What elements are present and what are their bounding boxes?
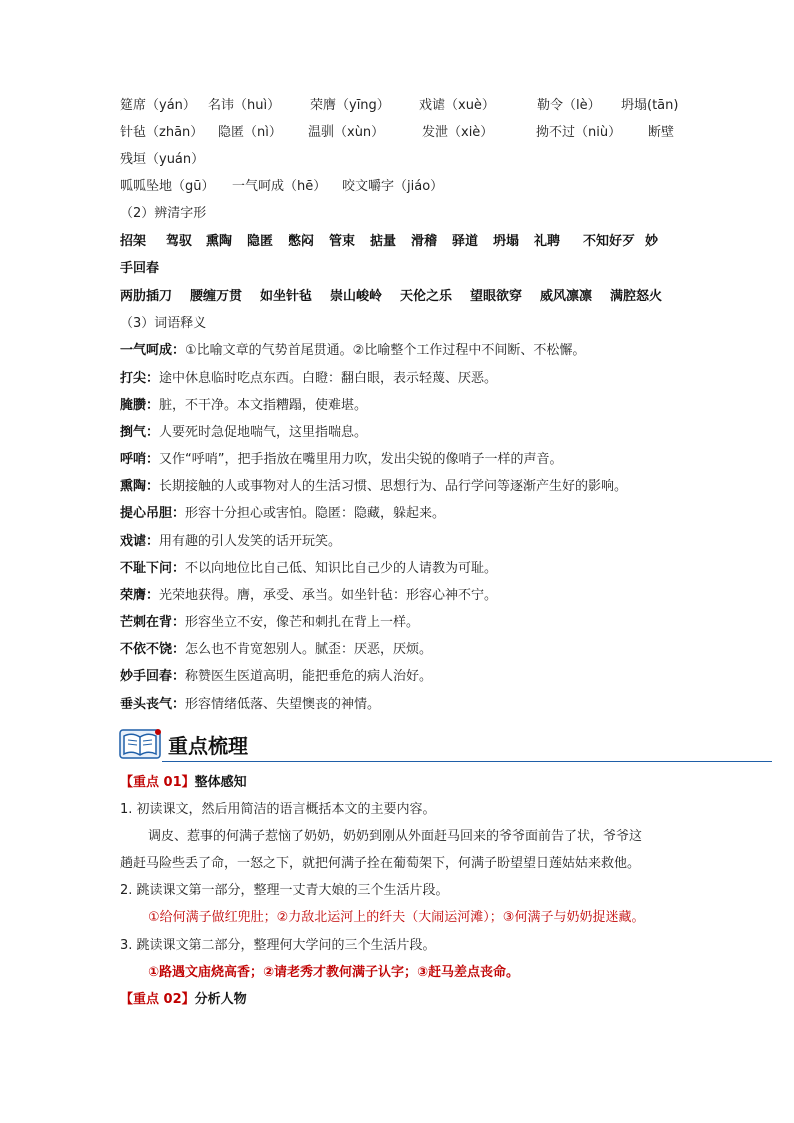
definition-line — [120, 449, 680, 471]
glyph-item: 手回春 — [120, 261, 160, 276]
open-book-icon — [118, 726, 162, 762]
vocab-item: 名讳（huì） — [208, 98, 281, 113]
glyph-item: 驾驭 — [166, 234, 193, 249]
definition-text: 脏，不干净。本文指糟蹋，使难堪。 — [159, 398, 368, 413]
definition-term: 戏谑： — [120, 534, 160, 549]
definition-term: 芒刺在背： — [120, 615, 186, 630]
vocab-item: 拗不过（niù） — [536, 125, 622, 140]
definition-line — [120, 503, 680, 525]
definition-term: 一气呵成： — [120, 343, 186, 358]
definition-text: 又作“呼哨”，把手指放在嘴里用力吹，发出尖锐的像哨子一样的声音。 — [159, 452, 563, 467]
glyph-item: 憋闷 — [288, 234, 315, 249]
definition-text: 用有趣的引人发笑的话开玩笑。 — [159, 534, 342, 549]
vocab-row-4 — [120, 176, 680, 198]
definition-term: 妙手回春： — [120, 669, 186, 684]
definition-line — [120, 612, 680, 634]
glyph-item: 礼聘 — [534, 234, 561, 249]
vocab-item: 温驯（xùn） — [308, 125, 385, 140]
glyph-item: 如坐针毡 — [260, 289, 313, 304]
definition-text: 不以向地位比自己低、知识比自己少的人请教为可耻。 — [185, 561, 498, 576]
vocab-item: 筵席（yán） — [120, 98, 196, 113]
vocab-item: 针毡（zhān） — [120, 125, 204, 140]
definition-term: 打尖： — [120, 371, 160, 386]
definition-text: 形容十分担心或害怕。隐匿：隐藏，躲起来。 — [185, 506, 446, 521]
vocab-item: 戏谑（xuè） — [419, 98, 495, 113]
key-point-02-heading — [120, 989, 680, 1011]
definition-text: 长期接触的人或事物对人的生活习惯、思想行为、品行学问等逐渐产生好的影响。 — [159, 479, 628, 494]
definition-line — [120, 422, 680, 444]
section-heading-glyphs: （2）辨清字形 — [120, 206, 207, 221]
definition-text: 称赞医生医道高明，能把垂危的病人治好。 — [185, 669, 433, 684]
definition-line — [120, 666, 680, 688]
banner-rule — [162, 761, 772, 762]
key-point-title: 分析人物 — [194, 992, 247, 1007]
vocab-item: 隐匿（nì） — [218, 125, 282, 140]
glyph-item: 招架 — [120, 234, 147, 249]
glyph-item: 威风凛凛 — [540, 289, 593, 304]
key-point-title: 整体感知 — [194, 775, 247, 790]
definition-term: 捯气： — [120, 425, 160, 440]
glyph-item: 崇山峻岭 — [330, 289, 383, 304]
definition-term: 熏陶： — [120, 479, 160, 494]
definition-term: 荣膺： — [120, 588, 160, 603]
vocab-item: 呱呱坠地（gū） — [120, 179, 215, 194]
vocab-row-2 — [120, 122, 680, 144]
definition-term: 不耻下问： — [120, 561, 186, 576]
glyph-item: 不知好歹 — [583, 234, 636, 249]
vocab-item: 断壁 — [648, 125, 675, 140]
definition-text: 形容情绪低落、失望懊丧的神情。 — [185, 697, 381, 712]
definition-text: 形容坐立不安，像芒和刺扎在背上一样。 — [185, 615, 420, 630]
glyph-item: 满腔怒火 — [610, 289, 663, 304]
banner-title: 重点梳理 — [168, 734, 248, 758]
glyph-item: 掂量 — [370, 234, 397, 249]
glyph-item: 妙 — [645, 234, 659, 249]
definition-line — [120, 340, 680, 362]
definition-term: 呼哨： — [120, 452, 160, 467]
answer-1-line-2: 趟赶马险些丢了命，一怒之下，就把何满子拴在葡萄架下，何满子盼望望日莲姑姑来救他。 — [120, 856, 641, 871]
glyph-item: 滑稽 — [411, 234, 438, 249]
question-1: 1. 初读课文，然后用简洁的语言概括本文的主要内容。 — [120, 802, 436, 817]
answer-2: ①给何满子做红兜肚；②力敌北运河上的纤夫（大闹运河滩）；③何满子与奶奶捉迷藏。 — [148, 910, 645, 925]
key-point-tag: 【重点 01】 — [120, 775, 195, 790]
glyph-item: 腰缠万贯 — [190, 289, 243, 304]
definition-line — [120, 694, 680, 716]
vocab-item: 发泄（xiè） — [422, 125, 494, 140]
glyph-item: 天伦之乐 — [400, 289, 453, 304]
glyph-item: 驿道 — [452, 234, 479, 249]
glyph-item: 坍塌 — [493, 234, 520, 249]
definition-term: 不依不饶： — [120, 642, 186, 657]
glyph-item: 隐匿 — [247, 234, 274, 249]
section-heading-definitions: （3）词语释义 — [120, 316, 207, 331]
definition-line — [120, 395, 680, 417]
definition-term: 腌臜： — [120, 398, 160, 413]
question-2: 2. 跳读课文第一部分，整理一丈青大娘的三个生活片段。 — [120, 883, 449, 898]
question-3: 3. 跳读课文第二部分，整理何大学问的三个生活片段。 — [120, 938, 436, 953]
vocab-item: 一气呵成（hē） — [232, 179, 327, 194]
glyph-item: 管束 — [329, 234, 356, 249]
key-point-tag: 【重点 02】 — [120, 992, 195, 1007]
glyph-row-3 — [120, 286, 680, 308]
vocab-item: 勒令（lè） — [537, 98, 601, 113]
definition-line — [120, 476, 680, 498]
vocab-item: 残垣（yuán） — [120, 152, 205, 167]
vocab-item: 坍塌(tān) — [621, 98, 679, 113]
definition-text: ①比喻文章的气势首尾贯通。②比喻整个工作过程中不间断、不松懈。 — [185, 343, 586, 358]
section-banner — [118, 722, 772, 766]
glyph-row-2 — [120, 258, 680, 280]
definition-line — [120, 558, 680, 580]
definition-line — [120, 368, 680, 390]
definition-line — [120, 585, 680, 607]
glyph-item: 两肋插刀 — [120, 289, 173, 304]
definition-line — [120, 639, 680, 661]
vocab-row-3 — [120, 149, 680, 171]
definition-term: 垂头丧气： — [120, 697, 186, 712]
definition-text: 人要死时急促地喘气，这里指喘息。 — [159, 425, 368, 440]
key-point-01-heading — [120, 772, 680, 794]
vocab-item: 咬文嚼字（jiáo） — [342, 179, 444, 194]
vocab-item: 荣膺（yīng） — [310, 98, 390, 113]
glyph-item: 熏陶 — [206, 234, 233, 249]
vocab-row-1 — [120, 95, 680, 117]
definition-line — [120, 531, 680, 553]
definition-term: 提心吊胆： — [120, 506, 186, 521]
answer-3: ①路遇文庙烧高香；②请老秀才教何满子认字；③赶马差点丧命。 — [148, 965, 520, 980]
definition-text: 光荣地获得。膺，承受、承当。如坐针毡：形容心神不宁。 — [159, 588, 498, 603]
answer-1-line-1: 调皮、惹事的何满子惹恼了奶奶，奶奶到刚从外面赶马回来的爷爷面前告了状，爷爷这 — [148, 829, 643, 844]
definition-text: 途中休息临时吃点东西。白瞪：翻白眼，表示轻蔑、厌恶。 — [159, 371, 498, 386]
glyph-item: 望眼欲穿 — [470, 289, 523, 304]
definition-text: 怎么也不肯宽恕别人。腻歪：厌恶，厌烦。 — [185, 642, 433, 657]
glyph-row-1 — [120, 231, 680, 253]
